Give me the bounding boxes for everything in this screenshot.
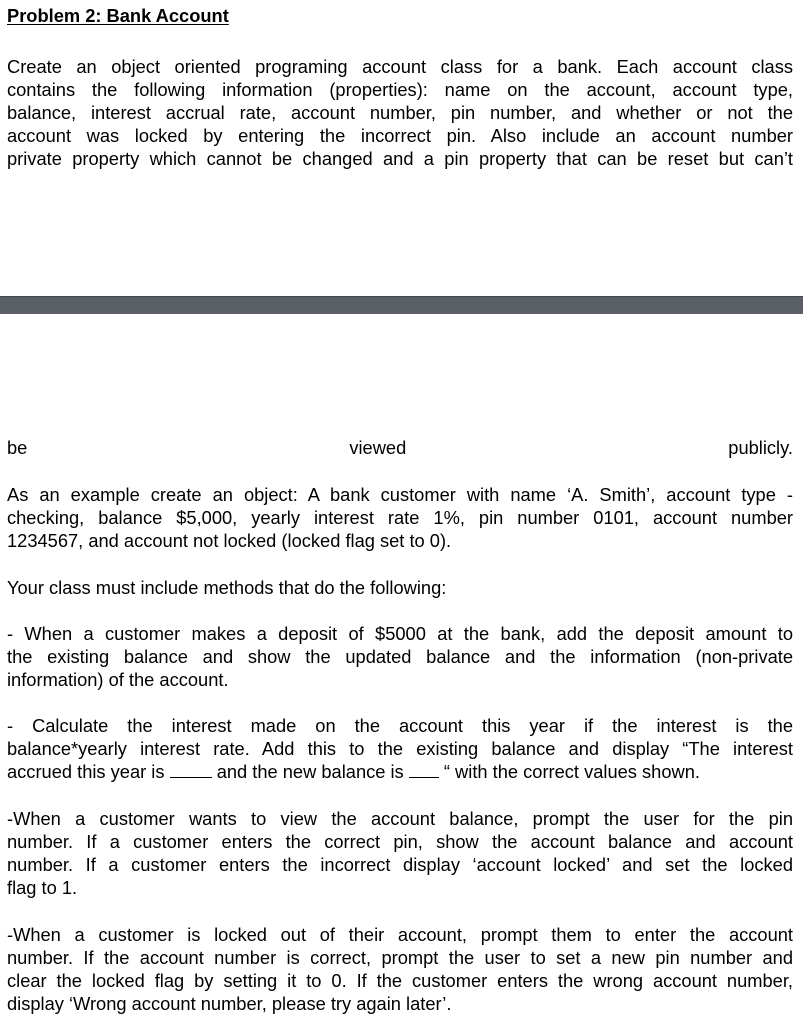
continued-word: publicly. xyxy=(728,437,793,458)
method-line: number. If the account number is correct, prompt the user to set a new pin number and xyxy=(7,947,793,968)
intro-line: Create an object oriented programing account class for a bank. Each account class xyxy=(7,56,793,77)
method-line: information) of the account. xyxy=(7,669,229,690)
intro-line: account was locked by entering the incorrect pin. Also include an account number xyxy=(7,125,793,146)
intro-line: contains the following information (properties): name on the account, account type, xyxy=(7,79,793,100)
method-line: - Calculate the interest made on the account this year if the interest is the xyxy=(7,715,793,736)
blank-underline xyxy=(170,761,212,778)
continued-word: viewed xyxy=(349,437,407,458)
continued-word: be xyxy=(7,437,28,458)
method-line: balance*yearly interest rate. Add this to the existing balance and display “The interest xyxy=(7,738,793,759)
methods-intro: Your class must include methods that do the following: xyxy=(7,577,447,598)
method-interest-paragraph xyxy=(7,714,793,783)
method-line: number. If a customer enters the incorrect display ‘account locked’ and set the locked xyxy=(7,854,793,875)
method-text: and the new balance is xyxy=(216,761,404,782)
method-line-with-blanks xyxy=(7,760,793,783)
method-line: - When a customer makes a deposit of $5000 at the bank, add the deposit amount to xyxy=(7,623,793,644)
method-line: the existing balance and show the updated balance and the information (non-private xyxy=(7,646,793,667)
method-text: “ with the correct values shown. xyxy=(443,761,700,782)
continued-line xyxy=(7,436,793,459)
method-line: -When a customer wants to view the account balance, prompt the user for the pin xyxy=(7,808,793,829)
intro-line: private property which cannot be changed and a pin property that can be reset but can’t xyxy=(7,148,793,169)
example-line: As an example create an object: A bank customer with name ‘A. Smith’, account type - xyxy=(7,484,793,505)
method-unlock-paragraph xyxy=(7,923,793,1015)
method-line: display ‘Wrong account number, please try again later’. xyxy=(7,993,452,1014)
method-line: clear the locked flag by setting it to 0. If the customer enters the wrong account number, xyxy=(7,970,793,991)
method-line: -When a customer is locked out of their account, prompt them to enter the account xyxy=(7,924,793,945)
page-divider-bar xyxy=(0,296,803,314)
method-view-balance-paragraph xyxy=(7,807,793,899)
blank-underline xyxy=(409,761,439,778)
method-line: flag to 1. xyxy=(7,877,78,898)
problem-title: Problem 2: Bank Account xyxy=(7,5,229,26)
example-line: checking, balance $5,000, yearly interest rate 1%, pin number 0101, account number xyxy=(7,507,793,528)
example-line: 1234567, and account not locked (locked flag set to 0). xyxy=(7,530,452,551)
method-text: accrued this year is xyxy=(7,761,165,782)
method-line: number. If a customer enters the correct pin, show the account balance and account xyxy=(7,831,793,852)
intro-line: balance, interest accrual rate, account number, pin number, and whether or not the xyxy=(7,102,793,123)
intro-paragraph xyxy=(7,55,793,170)
method-deposit-paragraph xyxy=(7,622,793,691)
example-paragraph xyxy=(7,483,793,552)
